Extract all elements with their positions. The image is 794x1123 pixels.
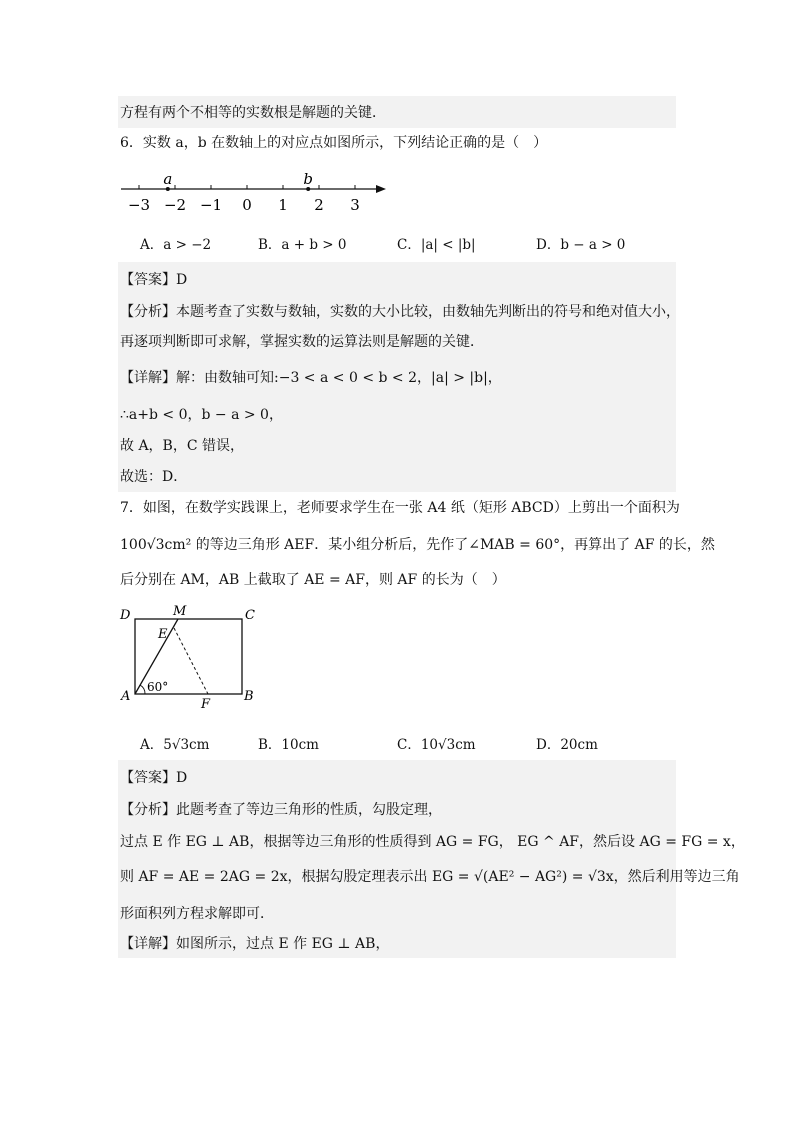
label-a: A — [121, 689, 131, 704]
solution-shade-q7 — [118, 760, 676, 958]
label-c: C — [245, 608, 255, 623]
q7-analysis-line-1: 【分析】此题考查了等边三角形的性质，勾股定理， — [120, 802, 442, 818]
number-line-tick-label: −3 — [127, 196, 151, 214]
carryover-line: 方程有两个不相等的实数根是解题的关键． — [120, 105, 386, 121]
q6-option-d: D．b − a > 0 — [536, 237, 626, 253]
q6-detail-line-4: 故选：D． — [120, 469, 188, 485]
number-line-tick-label: 2 — [314, 196, 324, 214]
q6-analysis-line-1: 【分析】本题考查了实数与数轴，实数的大小比较，由数轴先判断出的符号和绝对值大小， — [120, 304, 680, 320]
number-line-tick-label: −1 — [199, 196, 223, 214]
q7-option-d: D．20cm — [536, 737, 598, 753]
number-line-tick-label: 3 — [350, 196, 360, 214]
angle-arc — [140, 685, 145, 694]
q7-stem-line-1: 7．如图，在数学实践课上，老师要求学生在一张 A4 纸（矩形 ABCD）上剪出一个面积为 — [120, 500, 680, 516]
rectangle-figure — [116, 602, 266, 712]
q6-stem: 6．实数 a，b 在数轴上的对应点如图所示，下列结论正确的是（ ） — [120, 135, 548, 151]
q7-analysis-line-2: 过点 E 作 EG ⊥ AB，根据等边三角形的性质得到 AG = FG， EG ^ AF，然后设 AG = FG = x， — [120, 834, 745, 850]
q7-detail-line-1: 【详解】如图所示，过点 E 作 EG ⊥ AB， — [120, 936, 390, 952]
number-line-tick-label: −2 — [163, 196, 187, 214]
q7-stem-line-3: 后分别在 AM，AB 上截取了 AE = AF，则 AF 的长为（ ） — [120, 572, 506, 588]
segment-ef-dashed — [174, 628, 208, 694]
q6-detail-line-2: ∴a+b < 0，b − a > 0， — [120, 407, 283, 423]
q7-stem-line-2: 100√3cm² 的等边三角形 AEF．某小组分析后，先作了∠MAB = 60°，再算出了 AF 的长，然 — [120, 537, 715, 553]
number-line-arrow — [376, 185, 386, 193]
q6-option-b: B．a + b > 0 — [258, 237, 347, 253]
label-b: B — [244, 689, 254, 704]
label-d: D — [120, 608, 131, 623]
q6-detail-line-1: 【详解】解：由数轴可知:−3 < a < 0 < b < 2，|a| > |b|， — [120, 370, 502, 386]
q6-detail-line-3: 故 A，B，C 错误， — [120, 438, 245, 454]
q7-option-a: A．5√3cm — [140, 737, 210, 753]
point-a-label: a — [163, 170, 173, 188]
q7-analysis-line-3: 则 AF = AE = 2AG = 2x，根据勾股定理表示出 EG = √(AE² − AG²) = √3x，然后利用等边三角 — [120, 869, 740, 885]
number-line-tick-label: 0 — [242, 196, 252, 214]
label-m: M — [173, 604, 187, 619]
q6-option-c: C．|a| < |b| — [397, 237, 476, 253]
number-line-figure — [118, 170, 398, 220]
number-line-tick-label: 1 — [278, 196, 288, 214]
q7-analysis-line-4: 形面积列方程求解即可． — [120, 906, 274, 922]
q6-analysis-line-2: 再逐项判断即可求解，掌握实数的运算法则是解题的关键． — [120, 334, 484, 350]
label-e: E — [158, 627, 168, 642]
point-b-label: b — [303, 170, 314, 188]
q7-answer: 【答案】D — [120, 770, 188, 786]
q7-option-b: B．10cm — [258, 737, 319, 753]
label-f: F — [201, 697, 211, 712]
q7-option-c: C．10√3cm — [397, 737, 476, 753]
q6-option-a: A．a > −2 — [140, 237, 212, 253]
angle-label: 60° — [147, 680, 169, 694]
q6-answer: 【答案】D — [120, 272, 188, 288]
